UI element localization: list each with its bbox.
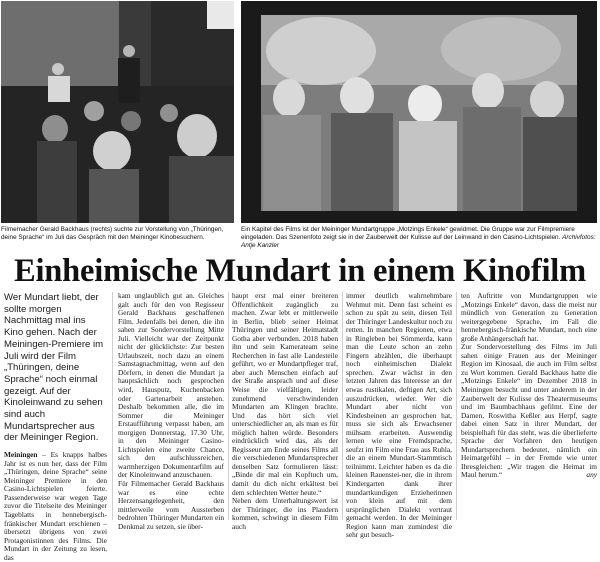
dateline: Meiningen bbox=[4, 450, 38, 460]
photo-motzings-enkele bbox=[241, 1, 597, 223]
article-lead: Wer Mundart liebt, der sollte morgen Nachmittag mal ins Kino gehen. Nach der Meiningen-Premiere im Juli wird der Film „Thüringen, deine Sprache“ noch einmal gezeigt. Auf der Kinoleinwand zu sehen sind auch Mundartsprecher aus der Meininger Region. bbox=[4, 292, 104, 444]
article-body-col2: kam unglaublich gut an. Gleiches galt auch für den von Regisseur Gerald Backhaus geschaffenen Film. Jedenfalls bei denen, die ihn sahen zur Sondervorstellung Mitte Juli. Vielleicht war der Zeitpunkt nicht der glücklichste: Zur besten Urlaubszeit, noch dazu an einem Samstagnachmittag, wenn auf den Dörfern, in denen die Mundart ja hauptsächlich noch gesprochen wird, Hausputz, Kuchenbacken oder Gartenarbeit anstehen. Deshalb bekommen alle, die im Sommer die Meininger Erstaufführung verpasst haben, am morgigen Donnerstag, 17.30 Uhr, in den Meininger Casino-Lichtspielen eine zweite Chance, sich den aufschlussreichen, warmherzigen Dokumentarfilm auf der Kinoleinwand anzuschauen. Für Filmemacher Gerald Backhaus war es eine echte Herzensangelegenheit, den mittlerweile vom Aussterben bedrohten Thüringer Mundarten ein Denkmal zu setzen, sie über- bbox=[118, 291, 224, 531]
photo-motzings-enkele-image bbox=[241, 1, 597, 223]
column-divider bbox=[456, 292, 457, 520]
article-body-col3: haupt erst mal einer breiteren Öffentlichkeit zugänglich zu machen. Zwar lebt er mittlerweile in Berlin, blieb seiner Heimat Thüringen und seiner Heimatstadt Gotha aber verbunden. 2018 haben ihn und sein Kamerateam seine Recherchen in fast alle Landesteile geführt, wo er Mundartpfleger traf, aber auch Menschen einfach auf der Straße ansprach und auf diese Weise die vielfältigen, leider zunehmend verschwindenden Mundarten am Klingen brachte. Und das hört sich viel unterschiedlicher an, als man es für möglich halten würde. Besonders eindrücklich wird das, als der Regisseur am Ende seines Films all die verschiedenen Mundartsprecher denselben Satz formulieren lässt: „Binde dir mal ein Kopftuch um, damit du dich nicht erkältest bei dem schlechten Wetter heute.“ Neben dem Unterhaltungswert ist der Thüringer, die ins Plaudern kommen, schwingt in diesem Film auch bbox=[232, 291, 338, 531]
article-body-col5-text: ten Auftritte von Mundartgruppen wie „Motzings Enkele“ davon, dass die meist nur mündlich von Generation zu Generation weitergegebene Sprache, im Fall die hennebergisch-fränkische Mundart, noch eine große Anhängerschaft hat. Zur Sondervorstellung des Films im Juli sahen einige Frauen aus der Meininger Region im Kinosaal, die auch im Film selbst zu Wort kommen. Gerald Backhaus hatte die „Motzings Enkele“ im Dezember 2018 in Meiningen besucht und unter anderem in der Zauberwelt der Kulisse des Theatermuseums und im Baumbachhaus gefilmt. Eine der Damen, Roswitha Keßler aus Herpf, sagte dabei einen Satz in ihrer Mundart, der beispielhaft für das steht, was die überlieferte Sprache der Vorfahren den heutigen Mundartsprechern bedeutet, nämlich ein Heimatgefühl – in der Fremde wie unter Ihresgleichen: „Wir tragen die Heimat im Maul herum.“ bbox=[461, 291, 597, 480]
photo-credit: Archivfotos: Antje Kanzler bbox=[241, 234, 596, 250]
column-divider bbox=[342, 292, 343, 520]
article-column-5 bbox=[461, 292, 597, 480]
photo-kino-screening-image bbox=[1, 1, 234, 223]
photo-caption-right-text: Ein Kapitel des Films ist der Meininger Mundartgruppe „Motzings Enkele“ gewidmet. Die Gruppe war zur Filmpremiere eingeladen. Das Szenenfoto zeigt sie in der Zauberwelt der Kulisse auf der Leinwand in den Casino-Lichtspielen. bbox=[241, 226, 575, 242]
article-body-col1: – Es knapps halbes Jahr ist es nun her, dass der Film „Thüringen, deine Sprache“ seine Meininger Premiere in den Casino-Lichtspielen feierte. Passenderweise war wegen Tage zuvor die Titelseite des Meininger Tageblatts in hennebergisch-fränkischer Mundart erschienen – übersetzt übrigens von zwei Protagonistinnen des Films. Die Mundart in der Zeitung zu lesen, das bbox=[4, 450, 107, 562]
article-column-2 bbox=[118, 292, 224, 531]
article-body-start bbox=[4, 451, 107, 562]
photo-caption-right bbox=[241, 226, 597, 250]
article-column-3 bbox=[232, 292, 338, 531]
photo-caption-left: Filmemacher Gerald Backhaus (rechts) suchte zur Vorstellung von „Thüringen, deine Sprache“ im Juli das Gespräch mit den Meininger Kinobesuchern. bbox=[1, 226, 224, 242]
column-divider bbox=[112, 292, 113, 520]
article-headline: Einheimische Mundart in einem Kinofilm bbox=[13, 253, 586, 289]
article-body-col5 bbox=[461, 292, 597, 480]
author-tag: any bbox=[586, 470, 597, 480]
column-divider bbox=[228, 292, 229, 520]
article-column-1 bbox=[4, 292, 107, 562]
photo-kino-screening bbox=[1, 1, 234, 223]
article-column-4 bbox=[346, 292, 452, 540]
article-body-col4: immer deutlich wahrnehmbare Wehmut mit. Denn fast scheint es schon zu spät zu sein, diesen Teil der Thüringer Landeskultur noch zu retten. In manchen Regionen, etwa in Ringleben bei Sömmerda, kann man die Leute schon an zehn Fingern abzählen, die überhaupt noch einheimischen Dialekt sprechen. Zwar wächst in den letzten Jahren das Interesse an der etwas rustikalen, deftigen Art, sich auszudrücken, wieder. Wer die Mundart aber nicht von Kindesbeinen an gesprochen hat, muss sie sich als Erwachsener mühsam erarbeiten. Auswendig lernen wie eine Fremdsprache, seufzt im Film eine Frau aus Ruhla, die an einem Mundart-Stammtisch teilnimmt. Leichter haben es da die kleinen Rauenstei-ner, die in ihrem Kindergarten dank ihrer mundartkundigen Erzieherinnen von klein auf mit dem ursprünglichen Dialekt vertraut gemacht werden. In der Meininger Region kann man zumindest die sehr gut besuch- bbox=[346, 291, 452, 540]
